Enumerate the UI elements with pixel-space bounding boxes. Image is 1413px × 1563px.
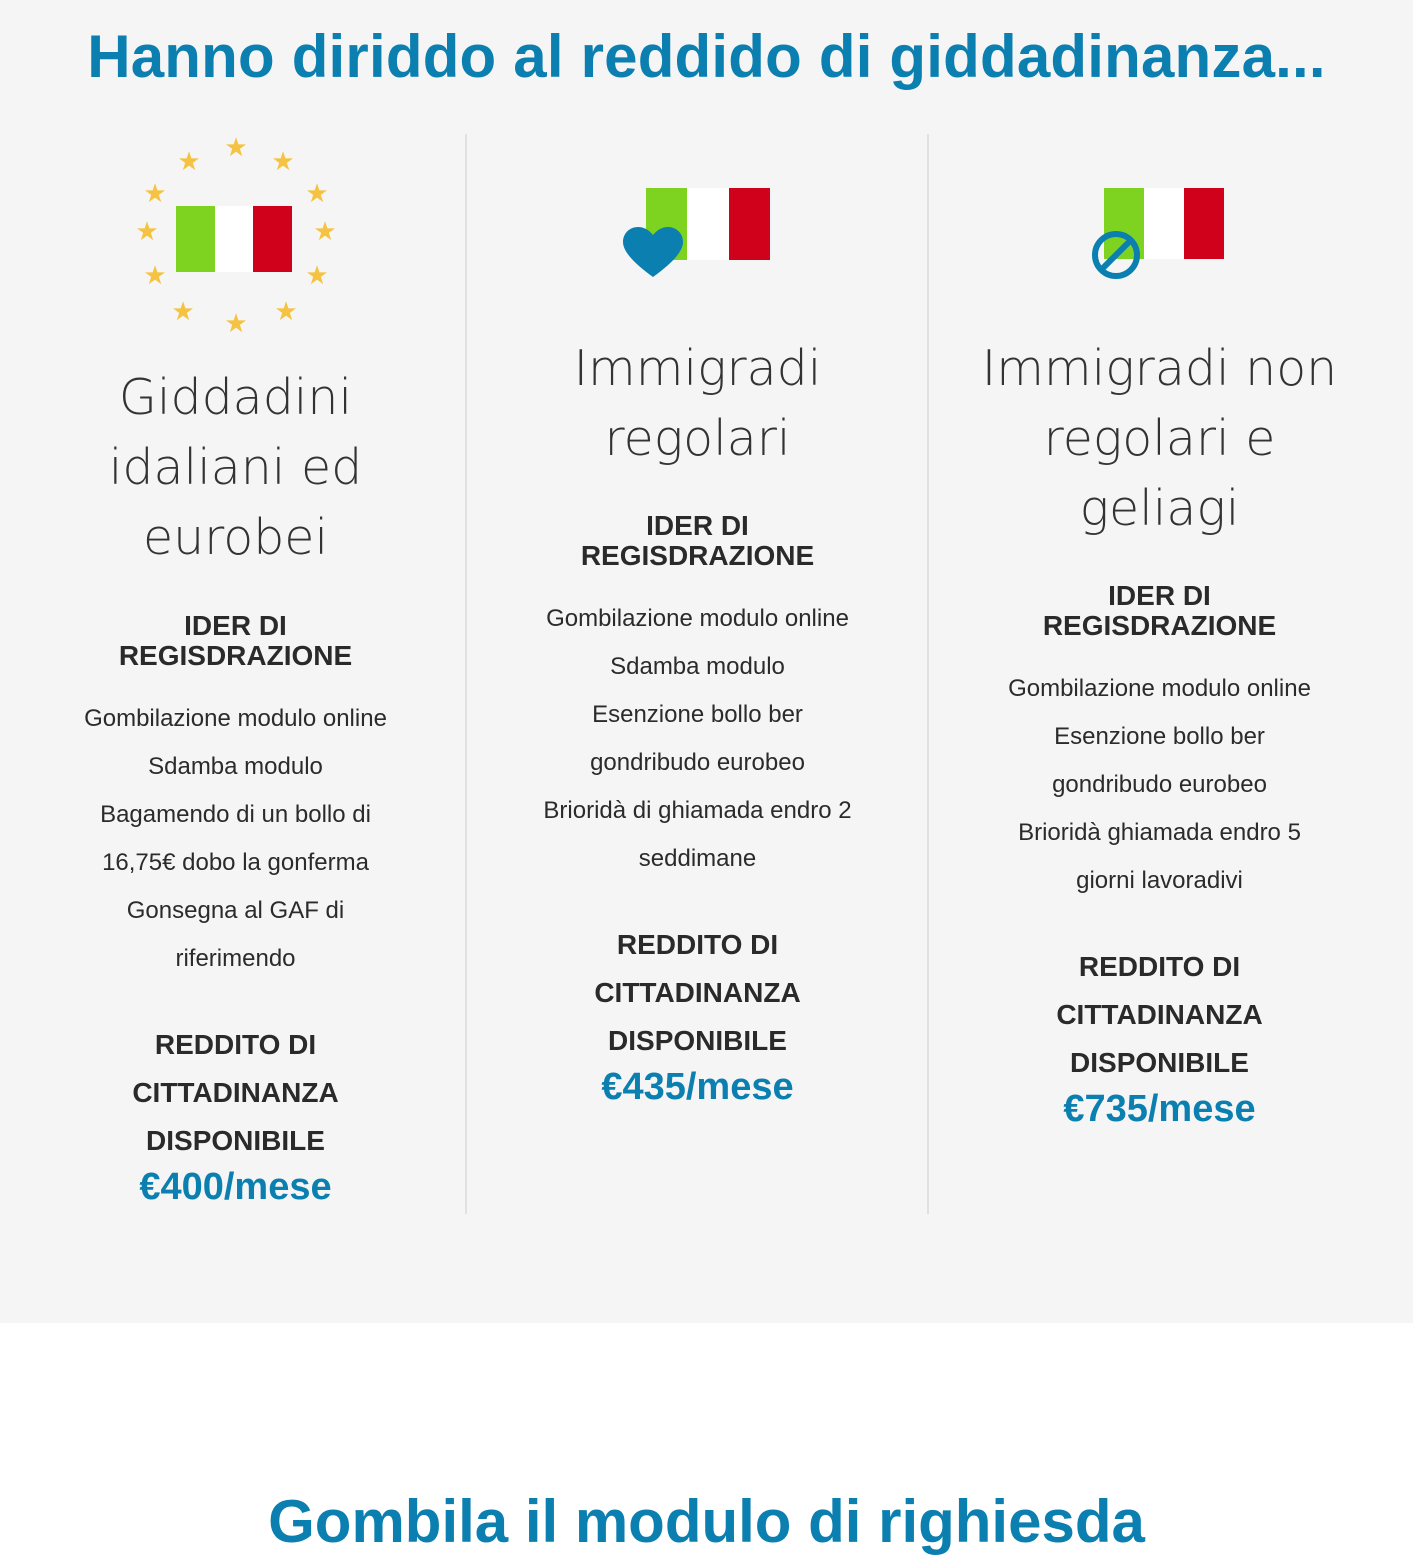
form-section-title: Gombila il modulo di righiesda xyxy=(268,1488,1145,1555)
svg-text:★: ★ xyxy=(305,179,329,209)
list-item: Esenzione bollo ber gondribudo eurobeo xyxy=(590,701,805,776)
italy-flag-heart-icon xyxy=(467,180,928,280)
list-item: Brioridà ghiamada endro 5 giorni lavoradivi xyxy=(1018,819,1301,894)
svg-text:★: ★ xyxy=(224,133,248,163)
svg-text:★: ★ xyxy=(171,297,195,327)
column-heading: Immigradi non regolari e geliagi xyxy=(981,340,1338,537)
svg-text:★: ★ xyxy=(224,309,248,337)
list-item: Gonsegna al GAF di riferimendo xyxy=(126,897,345,972)
svg-text:★: ★ xyxy=(271,147,295,177)
reddito-label: REDDITO DI CITTADINANZA DISPONIBILE xyxy=(594,929,801,1056)
reddito-label: REDDITO DI CITTADINANZA DISPONIBILE xyxy=(132,1029,339,1156)
svg-text:★: ★ xyxy=(177,147,201,177)
steps-title: IDER DI REGISDRAZIONE xyxy=(580,510,815,571)
list-item: Gombilazione modulo online xyxy=(84,705,387,732)
steps-title: IDER DI REGISDRAZIONE xyxy=(1042,580,1277,641)
reddito-label: REDDITO DI CITTADINANZA DISPONIBILE xyxy=(1056,951,1263,1078)
steps-list xyxy=(467,595,928,883)
list-item: Brioridà di ghiamada endro 2 seddimane xyxy=(543,797,852,872)
svg-text:★: ★ xyxy=(135,217,159,247)
price-value: €435/mese xyxy=(601,1066,794,1108)
list-item: Sdamba modulo xyxy=(610,653,785,680)
svg-text:★: ★ xyxy=(143,179,167,209)
list-item: Gombilazione modulo online xyxy=(546,605,849,632)
steps-list xyxy=(5,695,466,983)
italy-flag-eu-stars-icon xyxy=(5,132,466,337)
list-item: Gombilazione modulo online xyxy=(1008,675,1311,702)
list-item: Sdamba modulo xyxy=(148,753,323,780)
column-heading: Giddadini idaliani ed eurobei xyxy=(108,369,363,566)
price-value: €400/mese xyxy=(139,1166,332,1208)
svg-text:★: ★ xyxy=(305,261,329,291)
svg-text:★: ★ xyxy=(274,297,298,327)
page-title: Hanno diriddo al reddido di giddadinanza... xyxy=(87,23,1326,90)
list-item: Bagamendo di un bollo di 16,75€ dobo la gonferma xyxy=(100,801,371,876)
italy-flag-prohibited-icon xyxy=(929,180,1390,280)
steps-list xyxy=(929,665,1390,905)
list-item: Esenzione bollo ber gondribudo eurobeo xyxy=(1052,723,1267,798)
price-value: €735/mese xyxy=(1063,1088,1256,1130)
svg-text:★: ★ xyxy=(313,217,337,247)
svg-text:★: ★ xyxy=(143,261,167,291)
steps-title: IDER DI REGISDRAZIONE xyxy=(118,610,353,671)
column-heading: Immigradi regolari xyxy=(573,340,822,467)
